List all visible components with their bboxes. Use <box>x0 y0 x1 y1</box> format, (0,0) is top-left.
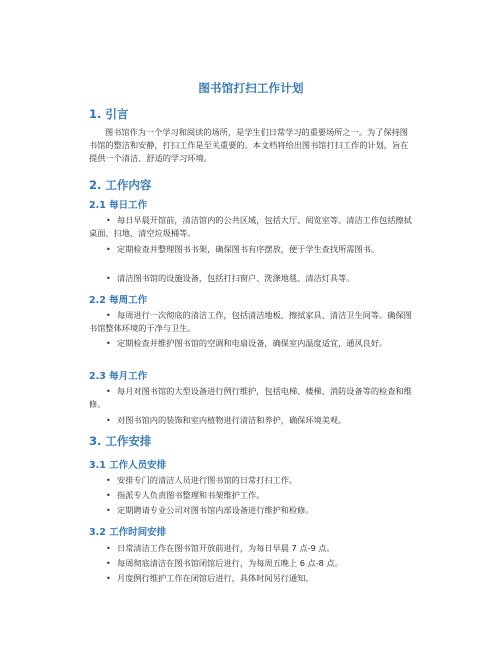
list-item: • 定期检查并整理图书书架，确保图书有序摆放，便于学生查找所需图书。 <box>89 243 417 256</box>
bullet-icon: • <box>106 339 111 348</box>
list-item: • 每月对图书馆的大型设备进行例行维护，包括电梯、楼梯、消防设备等的检查和维修。 <box>89 386 412 410</box>
bullet-icon: • <box>106 311 111 320</box>
bullet-icon: • <box>106 216 111 225</box>
list-item: • 指派专人负责图书整理和书架维护工作。 <box>89 489 417 502</box>
bullet-icon: • <box>106 574 111 583</box>
bullet-icon: • <box>106 491 111 500</box>
bullet-icon: • <box>106 506 111 515</box>
subsection-heading-schedule: 3.2 工作时间安排 <box>89 527 167 538</box>
list-item: • 定期聘请专业公司对图书馆内部设备进行维护和检修。 <box>89 504 417 517</box>
bullet-icon: • <box>106 476 111 485</box>
bullet-icon: • <box>106 544 111 553</box>
subsection-heading-daily: 2.1 每日工作 <box>89 200 148 211</box>
subsection-heading-weekly: 2.2 每周工作 <box>89 295 148 306</box>
list-item: • 每日早晨开馆前，清洁馆内的公共区域，包括大厅、阅览室等。清洁工作包括擦拭桌面、扫地、清空垃圾桶等。 <box>89 215 412 239</box>
list-item: • 每周彻底清洁在图书馆闭馆后进行，为每周五晚上 6 点-8 点。 <box>89 557 417 570</box>
section-heading-work-arrangement: 3. 工作安排 <box>89 434 152 448</box>
list-item: • 定期检查并维护图书馆的空调和电扇设备，确保室内温度适宜，通风良好。 <box>89 337 417 350</box>
list-item: • 清洁图书馆的设施设备，包括打扫窗户、洗涤地毯、清洁灯具等。 <box>89 272 417 285</box>
bullet-icon: • <box>106 416 111 425</box>
section-heading-introduction: 1. 引言 <box>89 107 129 121</box>
subsection-heading-monthly: 2.3 每月工作 <box>89 371 148 382</box>
bullet-icon: • <box>106 559 111 568</box>
section-heading-work-content: 2. 工作内容 <box>89 178 152 192</box>
bullet-icon: • <box>106 387 111 396</box>
list-item: • 日常清洁工作在图书馆开放前进行，为每日早晨 7 点-9 点。 <box>89 542 417 555</box>
bullet-icon: • <box>106 245 111 254</box>
introduction-paragraph: 图书馆作为一个学习和阅读的场所，是学生们日常学习的重要场所之一。为了保持图书馆的整洁和安静，打扫工作是至关重要的。本文档将给出图书馆打扫工作的计划，旨在提供一个清洁、舒适的学习环境。 <box>89 127 409 164</box>
list-item: • 安排专门的清洁人员进行图书馆的日常打扫工作。 <box>89 474 417 487</box>
list-item: • 月度例行维护工作在闭馆后进行，具体时间另行通知。 <box>89 572 417 585</box>
list-item: • 对图书馆内的装饰和室内植物进行清洁和养护，确保环境美观。 <box>89 414 417 427</box>
bullet-icon: • <box>106 274 111 283</box>
document-title: 图书馆打扫工作计划 <box>198 81 304 95</box>
list-item: • 每周进行一次彻底的清洁工作，包括清洁地板、擦拭家具、清洁卫生间等。确保图书馆整体环境的干净与卫生。 <box>89 310 412 334</box>
subsection-heading-staff: 3.1 工作人员安排 <box>89 460 167 471</box>
